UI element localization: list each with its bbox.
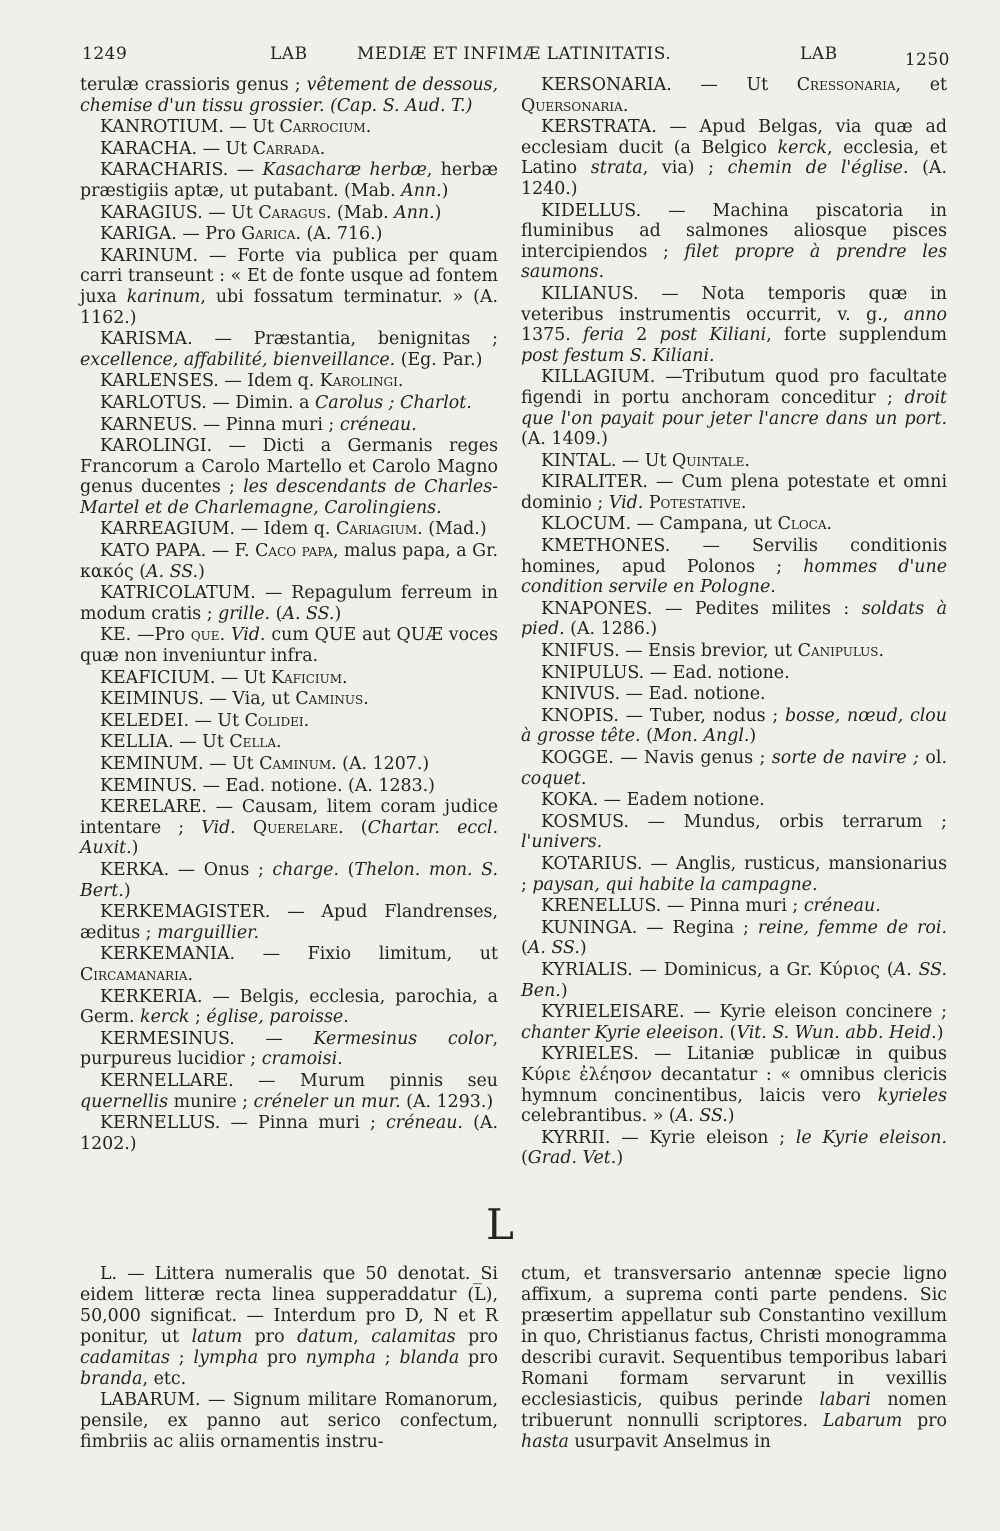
dictionary-entry: KE. —Pro que. Vid. cum QUE aut QUÆ voces quæ non inveniuntur infra. xyxy=(80,625,498,667)
dictionary-entry: KMETHONES. — Servilis conditionis homines, apud Polonos ; hommes d'une condition servile en Pologne. xyxy=(521,536,947,598)
dictionary-entry: terulæ crassioris genus ; vêtement de dessous, chemise d'un tissu grossier. (Cap. S. Aud. T.) xyxy=(80,75,498,116)
dictionary-entry: KIRALITER. — Cum plena potestate et omni dominio ; Vid. Potestative. xyxy=(521,472,947,513)
dictionary-entry: KYRRII. — Kyrie eleison ; le Kyrie eleison. (Grad. Vet.) xyxy=(521,1127,947,1169)
dictionary-entry: KARACHARIS. — Kasacharæ herbæ, herbæ præstigiis aptæ, ut putabant. (Mab. Ann.) xyxy=(80,160,498,201)
dictionary-entry: KERKEMAGISTER. — Apud Flandrenses, æditus ; marguillier. xyxy=(80,902,498,943)
dictionary-entry: KNOPIS. — Tuber, nodus ; bosse, nœud, clou à grosse tête. (Mon. Angl.) xyxy=(521,705,947,747)
dictionary-entry: KATRICOLATUM. — Repagulum ferreum in modum cratis ; grille. (A. SS.) xyxy=(80,583,498,624)
dictionary-entry: KILIANUS. — Nota temporis quæ in veteribus instrumentis occurrit, v. g., anno 1375. feria 2 post Kiliani, forte supplendum post festum S. Kiliani. xyxy=(521,283,947,366)
header-keyword-left: LAB xyxy=(270,44,308,64)
dictionary-entry: KERNELLUS. — Pinna muri ; créneau. (A. 1202.) xyxy=(80,1113,498,1154)
column-left xyxy=(80,75,498,1155)
dictionary-entry: KRENELLUS. — Pinna muri ; créneau. xyxy=(541,896,881,917)
dictionary-entry: KARLENSES. — Idem q. Karolingi. xyxy=(100,371,404,392)
dictionary-entry: KYRIELEISARE. — Kyrie eleison concinere ; chanter Kyrie eleeison. (Vit. S. Wun. abb. Heid.) xyxy=(521,1002,947,1043)
dictionary-entry: KERMESINUS. — Kermesinus color, purpureus lucidior ; cramoisi. xyxy=(80,1028,498,1070)
dictionary-entry: KLOCUM. — Campana, ut Cloca. xyxy=(541,514,833,535)
dictionary-entry: KATO PAPA. — F. Caco papa, malus papa, a Gr. κακός (A. SS.) xyxy=(80,541,498,582)
dictionary-entry: KEAFICIUM. — Ut Kaficium. xyxy=(100,667,348,688)
dictionary-entry: KARISMA. — Præstantia, benignitas ; excellence, affabilité, bienveillance. (Eg. Par.) xyxy=(80,329,498,370)
dictionary-entry: KIDELLUS. — Machina piscatoria in fluminibus ad salmones aliosque pisces intercipiendos ; filet propre à prendre les saumons. xyxy=(521,200,947,283)
dictionary-entry: KARIGA. — Pro Garica. (A. 716.) xyxy=(100,224,383,245)
dictionary-entry: KARREAGIUM. — Idem q. Cariagium. (Mad.) xyxy=(100,519,487,540)
dictionary-entry: KERKERIA. — Belgis, ecclesia, parochia, a Germ. kerck ; église, paroisse. xyxy=(80,986,498,1028)
header-keyword-right: LAB xyxy=(800,44,838,64)
dictionary-entry: KINTAL. — Ut Quintale. xyxy=(541,450,750,471)
dictionary-entry: KEIMINUS. — Via, ut Caminus. xyxy=(100,689,369,710)
dictionary-entry: KERKEMANIA. — Fixio limitum, ut Circamanaria. xyxy=(80,944,498,985)
dictionary-entry: KOTARIUS. — Anglis, rusticus, mansionarius ; paysan, qui habite la campagne. xyxy=(521,853,947,895)
dictionary-entry: KNIPULUS. — Ead. notione. xyxy=(541,662,790,683)
dictionary-entry: KERELARE. — Causam, litem coram judice intentare ; Vid. Querelare. (Chartar. eccl. Auxit.) xyxy=(80,797,498,859)
dictionary-entry: KAROLINGI. — Dicti a Germanis reges Francorum a Carolo Martello et Carolo Magno genus ducentes ; les descendants de Charles-Martel et de Charlemagne, Carolingiens. xyxy=(80,436,499,518)
column-bottom-right xyxy=(521,1264,947,1453)
column-bottom-left xyxy=(80,1264,498,1453)
dictionary-entry: KERSONARIA. — Ut Cressonaria, et Quersonaria. xyxy=(521,75,947,116)
dictionary-entry: KNAPONES. — Pedites milites : soldats à pied. (A. 1286.) xyxy=(521,598,947,640)
dictionary-entry: KERKA. — Onus ; charge. (Thelon. mon. S. Bert.) xyxy=(80,859,498,901)
dictionary-entry: KUNINGA. — Regina ; reine, femme de roi. (A. SS.) xyxy=(521,917,947,959)
dictionary-entry: KEMINUS. — Ead. notione. (A. 1283.) xyxy=(100,775,435,796)
dictionary-entry: KOGGE. — Navis genus ; sorte de navire ; ol. coquet. xyxy=(521,748,947,789)
dictionary-entry: KOSMUS. — Mundus, orbis terrarum ; l'univers. xyxy=(521,811,947,853)
dictionary-entry: KNIFUS. — Ensis brevior, ut Canipulus. xyxy=(541,641,885,662)
dictionary-entry: KYRIALIS. — Dominicus, a Gr. Κύριος (A. SS. Ben.) xyxy=(521,959,947,1001)
dictionary-entry: KERSTRATA. — Apud Belgas, via quæ ad ecclesiam ducit (a Belgico kerck, ecclesia, et Latino strata, via) ; chemin de l'église. (A. 1240.) xyxy=(521,117,947,199)
dictionary-entry: KYRIELES. — Litaniæ publicæ in quibus Κύριε ἐλέησον decantatur : « omnibus clericis hymnum concinentibus, laicis vero kyrieles celebrantibus. » (A. SS.) xyxy=(521,1044,947,1127)
running-header xyxy=(82,44,950,74)
dictionary-entry: KEMINUM. — Ut Caminum. (A. 1207.) xyxy=(100,754,430,774)
header-title: MEDIÆ ET INFIMÆ LATINITATIS. xyxy=(357,44,672,64)
dictionary-entry: KANROTIUM. — Ut Carrocium. xyxy=(100,117,372,138)
dictionary-entry: KOKA. — Eadem notione. xyxy=(541,790,765,811)
dictionary-entry: KELLIA. — Ut Cella. xyxy=(100,732,282,753)
dictionary-entry: KERNELLARE. — Murum pinnis seu quernellis munire ; créneler un mur. (A. 1293.) xyxy=(80,1070,498,1112)
dictionary-entry: KARACHA. — Ut Carrada. xyxy=(100,138,326,159)
dictionary-entry: KARINUM. — Forte via publica per quam carri transeunt : « Et de fonte usque ad fontem juxa karinum, ubi fossatum terminatur. » (A. 1162.) xyxy=(80,245,498,328)
dictionary-entry: KNIVUS. — Ead. notione. xyxy=(541,684,766,705)
dictionary-entry: LABARUM. — Signum militare Romanorum, pensile, ex panno aut serico confectum, fimbriis ac aliis ornamentis instru- xyxy=(80,1390,498,1452)
dictionary-entry: KELEDEI. — Ut Colidei. xyxy=(100,710,310,731)
section-letter: L xyxy=(486,1200,514,1249)
page-number-right: 1250 xyxy=(904,50,950,70)
dictionary-entry: ctum, et transversario antennæ specie ligno affixum, a suprema conti parte pendens. Sic præsertim appellatur sub Constantino vexillum in quo, Christianus factus, Christi monogramma describi curavit. Sequentibus temporibus labari Romani formam servarunt in vexillis ecclesiasticis, quibus perinde labari nomen tribuerunt nonnulli scriptores. Labarum pro hasta usurpavit Anselmus in xyxy=(521,1264,947,1452)
dictionary-entry: KARAGIUS. — Ut Caragus. (Mab. Ann.) xyxy=(100,202,442,223)
column-right xyxy=(521,75,947,1170)
dictionary-entry: L. — Littera numeralis que 50 denotat. Si eidem litteræ recta linea supperaddatur (L̅), 50,000 significat. — Interdum pro D, N et R ponitur, ut latum pro datum, calamitas pro cadamitas ; lympha pro nympha ; blanda pro branda, etc. xyxy=(80,1264,498,1389)
dictionary-entry: KILLAGIUM. —Tributum quod pro facultate figendi in portu anchoram conceditur ; droit que l'on payait pour jeter l'ancre dans un port. (A. 1409.) xyxy=(521,367,947,450)
dictionary-entry: KARLOTUS. — Dimin. a Carolus ; Charlot. xyxy=(100,392,472,413)
page-number-left: 1249 xyxy=(82,44,128,64)
dictionary-entry: KARNEUS. — Pinna muri ; créneau. xyxy=(100,414,417,435)
